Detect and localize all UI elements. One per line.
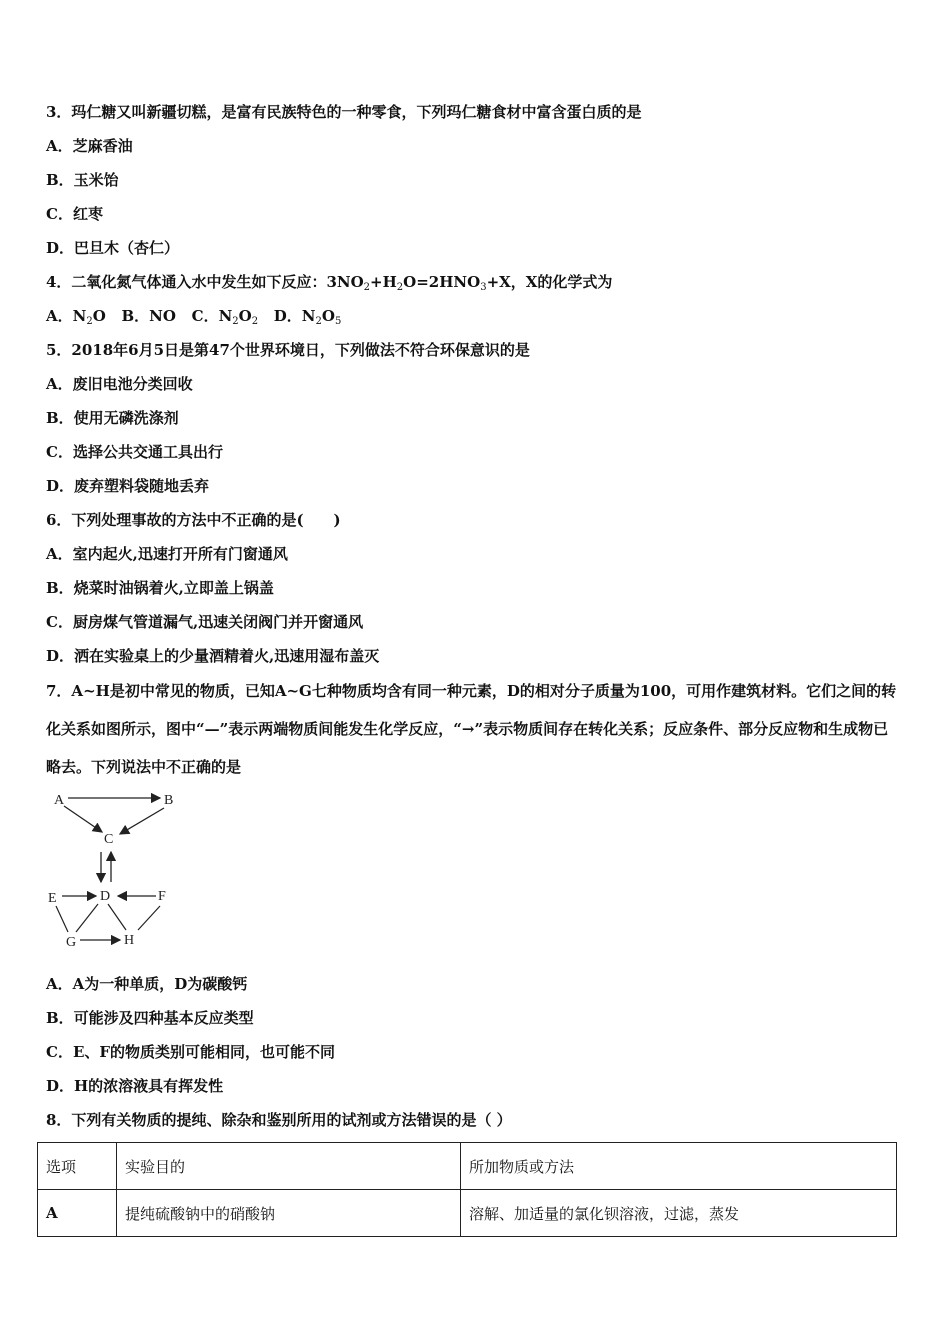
q5-option-a: A．废旧电池分类回收 xyxy=(46,375,193,393)
link-e-g xyxy=(56,906,68,932)
q7-option-c: C．E、F的物质类别可能相同，也可能不同 xyxy=(46,1043,336,1061)
link-g-d xyxy=(76,904,98,932)
node-c: C xyxy=(104,832,114,847)
link-d-h xyxy=(108,904,126,930)
q3-stem: 3．玛仁糖又叫新疆切糕，是富有民族特色的一种零食，下列玛仁糖食材中富含蛋白质的是 xyxy=(46,103,642,121)
header-method: 所加物质或方法 xyxy=(461,1143,897,1190)
q5-stem: 5．2018年6月5日是第47个世界环境日，下列做法不符合环保意识的是 xyxy=(46,341,530,359)
q7-option-a: A．A为一种单质，D为碳酸钙 xyxy=(46,975,248,993)
table-row xyxy=(38,1190,897,1237)
q7-option-b: B．可能涉及四种基本反应类型 xyxy=(46,1009,254,1027)
q5-option-b: B．使用无磷洗涤剂 xyxy=(46,409,179,427)
q8-table xyxy=(37,1142,897,1237)
q3-option-c: C．红枣 xyxy=(46,205,103,223)
q4-options xyxy=(46,306,341,332)
q6-stem: 6．下列处理事故的方法中不正确的是( ) xyxy=(46,511,341,529)
link-f-h xyxy=(138,906,160,930)
header-option: 选项 xyxy=(38,1143,117,1190)
q5-option-c: C．选择公共交通工具出行 xyxy=(46,443,223,461)
q5-option-d: D．废弃塑料袋随地丢弃 xyxy=(46,477,210,495)
q6-option-d: D．洒在实验桌上的少量酒精着火,迅速用湿布盖灭 xyxy=(46,647,380,665)
q7-relation-diagram xyxy=(40,782,190,952)
q6-option-a: A．室内起火,迅速打开所有门窗通风 xyxy=(46,545,288,563)
q4-option-b: B．NO xyxy=(121,307,176,325)
q6-option-c: C．厨房煤气管道漏气,迅速关闭阀门并开窗通风 xyxy=(46,613,364,631)
row-purpose: 提纯硫酸钠中的硝酸钠 xyxy=(117,1190,461,1237)
table-header-row xyxy=(38,1143,897,1190)
header-purpose: 实验目的 xyxy=(117,1143,461,1190)
row-method: 溶解、加适量的氯化钡溶液，过滤，蒸发 xyxy=(461,1190,897,1237)
q4-option-a: A．$N_2O$ xyxy=(46,307,106,327)
node-g: G xyxy=(66,935,77,950)
node-a: A xyxy=(54,793,65,808)
q3-option-a: A．芝麻香油 xyxy=(46,137,133,155)
q7-stem: 7．A~H是初中常见的物质，已知A~G七种物质均含有同一种元素，D的相对分子质量为100，可用作建筑材料。它们之间的转化关系如图所示，图中“—”表示两端物质间能发生化学反应，“→”表示物质间存在转化关系；反应条件、部分反应物和生成物已略去。下列说法中不正确的是 xyxy=(46,682,897,776)
arrow-b-c xyxy=(120,808,164,834)
q3-option-d: D．巴旦木（杏仁） xyxy=(46,239,180,257)
q4-option-c: C．$N_2O_2$ xyxy=(191,307,259,327)
q4-option-d: D．$N_2O_5$ xyxy=(273,307,342,327)
q7-option-d: D．H的浓溶液具有挥发性 xyxy=(46,1077,224,1095)
node-f: F xyxy=(158,889,166,904)
node-d: D xyxy=(100,889,111,904)
row-option: A xyxy=(38,1190,117,1237)
q6-option-b: B．烧菜时油锅着火,立即盖上锅盖 xyxy=(46,579,274,597)
node-b: B xyxy=(164,793,174,808)
q3-option-b: B．玉米饴 xyxy=(46,171,119,189)
node-e: E xyxy=(48,891,57,906)
arrow-a-c xyxy=(64,806,102,832)
q8-stem: 8．下列有关物质的提纯、除杂和鉴别所用的试剂或方法错误的是（ ） xyxy=(46,1111,512,1129)
q4-stem: 4．二氧化氮气体通入水中发生如下反应：$3NO_2+H_2O=2HNO_3+X$，X的化学式为 xyxy=(46,273,613,293)
node-h: H xyxy=(124,933,135,948)
